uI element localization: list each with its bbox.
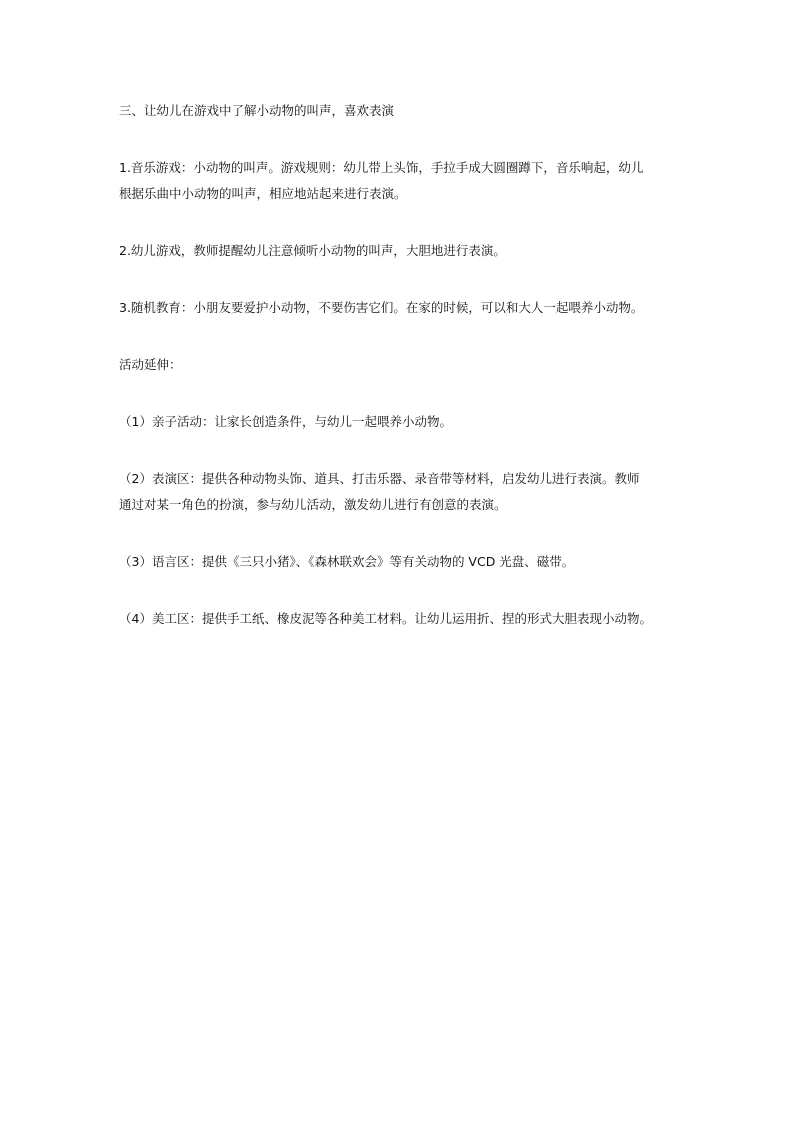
paragraph-child-game (119, 238, 689, 264)
text-line: 三、让幼儿在游戏中了解小动物的叫声，喜欢表演 (119, 103, 395, 118)
text-line: （3）语言区：提供《三只小猪》、《森林联欢会》等有关动物的 VCD 光盘、磁带。 (119, 554, 575, 569)
paragraph-language-area (119, 549, 689, 575)
text-line: 活动延伸： (119, 357, 182, 372)
text-line: 3.随机教育：小朋友要爱护小动物，不要伤害它们。在家的时候，可以和大人一起喂养小动物。 (119, 300, 644, 315)
text-line: （2）表演区：提供各种动物头饰、道具、打击乐器、录音带等材料，启发幼儿进行表演。教师 (119, 471, 640, 486)
paragraph-music-game (119, 155, 689, 207)
text-line: （1）亲子活动：让家长创造条件，与幼儿一起喂养小动物。 (119, 414, 452, 429)
text-line: 1.音乐游戏：小动物的叫声。游戏规则：幼儿带上头饰，手拉手成大圆圈蹲下，音乐响起，幼儿 (119, 160, 644, 175)
paragraph-activity-extension (119, 352, 689, 378)
text-line: 根据乐曲中小动物的叫声，相应地站起来进行表演。 (119, 186, 407, 201)
section-heading (119, 98, 689, 124)
paragraph-art-area (119, 606, 689, 632)
text-line: 通过对某一角色的扮演，参与幼儿活动，激发幼儿进行有创意的表演。 (119, 497, 507, 512)
text-line: 2.幼儿游戏，教师提醒幼儿注意倾听小动物的叫声，大胆地进行表演。 (119, 243, 506, 258)
document-body (119, 98, 689, 663)
paragraph-performance-area (119, 466, 689, 518)
paragraph-parent-child (119, 409, 689, 435)
text-line: （4）美工区：提供手工纸、橡皮泥等各种美工材料。让幼儿运用折、捏的形式大胆表现小动物。 (119, 611, 652, 626)
paragraph-random-education (119, 295, 689, 321)
